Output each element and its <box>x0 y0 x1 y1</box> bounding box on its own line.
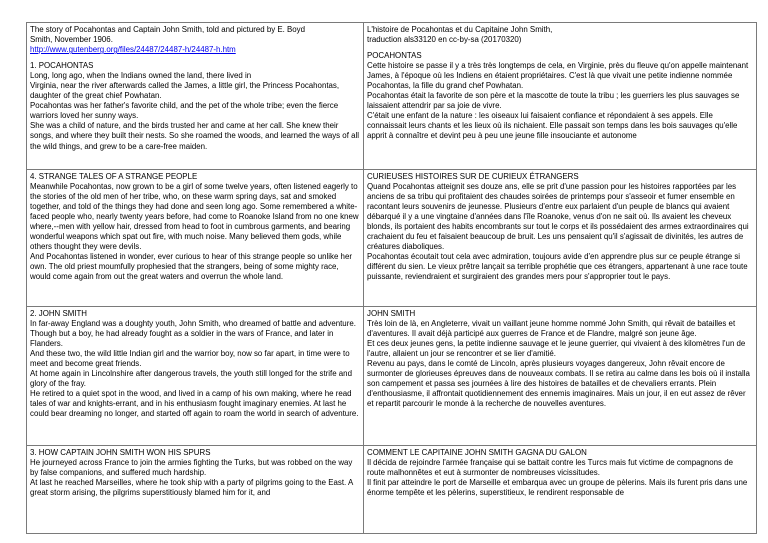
paragraph: Pocahontas était la favorite de son père et la mascotte de toute la tribu ; les guerriers les plus sauvages se laissaient attendrir par sa joie de vivre. <box>367 91 740 111</box>
chapter-heading: COMMENT LE CAPITAINE JOHN SMITH GAGNA DU GALON <box>367 448 587 457</box>
table-row <box>27 307 757 446</box>
paragraph: C'était une enfant de la nature : les oiseaux lui faisaient confiance et répondaient à ses appels. Elle connaissait leurs chants et les lieux où ils nichaient. Elle passait son temps dans les bois sauvages qu'elle apprit à connaître et devint peu à peu une jeune fille insouciante et autonome <box>367 111 738 141</box>
paragraph: Pocahontas écoutait tout cela avec admiration, toujours avide d'en apprendre plus sur ce peuple étrange si différent du sien. Le vieux prêtre lançait sa terrible prophétie que ces étrangers, appartenant à une race toute puissante, reviendraient et surgiraient des grandes mers pour s'approprier tout le pays. <box>367 252 748 282</box>
paragraph: Revenu au pays, dans le comté de Lincoln, après plusieurs voyages dangereux, John rêvait encore de surmonter de glorieuses épreuves dans de nouveaux combats. Il se retira au calme dans les bois où il installa son campement et passa ses journées à lire des histoires de batailles et de chevaliers errants. Plein d'enthousiasme, il affrontait quotidiennement des ennemis imaginaires. Mais un jour, il en eut assez de rêver et repartit parcourir le monde à la recherche de nouvelles aventures. <box>367 359 750 409</box>
paragraph: In far-away England was a doughty youth, John Smith, who dreamed of battle and adventure. Though but a boy, he had already fought as a soldier in the wars of France, and later in Flanders. <box>30 319 356 349</box>
french-cell-pocahontas <box>364 23 757 170</box>
french-cell-spurs <box>364 446 757 534</box>
paragraph: Long, long ago, when the Indians owned the land, there lived in <box>30 71 252 81</box>
translation-credit: traduction als33120 en cc-by-sa (20170320) <box>367 35 522 45</box>
chapter-heading: 1. POCAHONTAS <box>30 61 94 71</box>
paragraph: Et ces deux jeunes gens, la petite indienne sauvage et le jeune guerrier, qui vivaient à des kilomètres l'un de l'autre, allaient un jour se rencontrer et se lier d'amitié. <box>367 339 746 359</box>
paragraph: At last he reached Marseilles, where he took ship with a party of pilgrims going to the East. A great storm arising, the pilgrims superstitiously blamed him for it, and <box>30 478 353 498</box>
chapter-heading: POCAHONTAS <box>367 51 422 61</box>
english-cell-pocahontas <box>27 23 364 170</box>
paragraph: At home again in Lincolnshire after dangerous travels, the youth still longed for the strife and glory of the fray. <box>30 369 352 389</box>
english-cell-spurs <box>27 446 364 534</box>
chapter-heading: JOHN SMITH <box>367 309 416 318</box>
source-date: Smith, November 1906. <box>30 35 113 45</box>
french-cell-john-smith <box>364 307 757 446</box>
paragraph: He journeyed across France to join the armies fighting the Turks, but was robbed on the way by false companions, and suffered much hardship. <box>30 458 353 478</box>
paragraph: Il décida de rejoindre l'armée française qui se battait contre les Turcs mais fut victime de compagnons de route malhonnêtes et eut à surmonter de nombreuses vicissitudes. <box>367 458 733 478</box>
paragraph: He retired to a quiet spot in the wood, and lived in a camp of his own making, where he read tales of war and knights-errant, and in his enthusiasm fought imaginary enemies. At last he could bear dreaming no longer, and started off again to roam the world in search of adventure. <box>30 389 359 419</box>
chapter-heading: CURIEUSES HISTOIRES SUR DE CURIEUX ÉTRANGERS <box>367 172 579 181</box>
bilingual-table <box>26 22 757 534</box>
gutenberg-link[interactable]: http://www.gutenberg.org/files/24487/24487-h/24487-h.htm <box>30 45 236 55</box>
translation-title: L'histoire de Pocahontas et du Capitaine John Smith, <box>367 25 553 34</box>
table-row <box>27 23 757 170</box>
paragraph: Cette histoire se passe il y a très très longtemps de cela, en Virginie, près du fleuve qu'on appelle maintenant James, à l'époque où les Indiens en étaient propriétaires. C'est là que vivait une petite indienne nommée Pocahontas, la fille du grand chef Powhatan. <box>367 61 749 91</box>
document-page <box>26 22 750 536</box>
paragraph: Quand Pocahontas atteignit ses douze ans, elle se prit d'une passion pour les histoires rapportées par les anciens de sa tribu qui profitaient des chaudes soirées de printemps pour s'asseoir et fumer ensemble en racontant leurs souvenirs de jeunesse. Plusieurs d'entre eux parlaient d'un peuple de blancs qui avaient débarqué il y a une vingtaine d'années dans l'île Roanoke, venus d'on ne sait où. Ils avaient les cheveux blonds, ils portaient des habits encombrants sur tout le corps et ils possédaient des armes extraordinaires qui crachaient du feu et faisaient beaucoup de bruit. Les uns pensaient qu'il s'agissait de divinités, les autres de créatures diaboliques. <box>367 182 749 252</box>
chapter-heading: 2. JOHN SMITH <box>30 309 87 318</box>
chapter-heading: 4. STRANGE TALES OF A STRANGE PEOPLE <box>30 172 198 181</box>
french-cell-strange-tales <box>364 170 757 307</box>
paragraph: Virginia, near the river afterwards called the James, a little girl, the Princess Pocahontas, daughter of the great chief Powhatan. <box>30 81 340 101</box>
table-row <box>27 170 757 307</box>
paragraph: Pocahontas was her father's favorite child, and the pet of the whole tribe; even the fierce warriors loved her sunny ways. <box>30 101 339 121</box>
paragraph: She was a child of nature, and the birds trusted her and came at her call. She knew their songs, and where they built their nests. So she roamed the woods, and learned the ways of all the wild things, and grew to be a care-free maiden. <box>30 121 359 151</box>
paragraph: And these two, the wild little Indian girl and the warrior boy, now so far apart, in time were to meet and become great friends. <box>30 349 350 369</box>
table-row <box>27 446 757 534</box>
english-cell-john-smith <box>27 307 364 446</box>
paragraph: And Pocahontas listened in wonder, ever curious to hear of this strange people so unlike her own. The old priest moumfully prophesied that the strangers, being of some mighty race, would come again from out the great waters and overrun the whole land. <box>30 252 352 282</box>
paragraph: Il finit par atteindre le port de Marseille et embarqua avec un groupe de pèlerins. Mais ils furent pris dans une énorme tempête et les pèlerins, superstitieux, le rendirent responsable de <box>367 478 748 498</box>
source-title: The story of Pocahontas and Captain John Smith, told and pictured by E. Boyd <box>30 25 306 34</box>
paragraph: Très loin de là, en Angleterre, vivait un vaillant jeune homme nommé John Smith, qui rêvait de batailles et d'aventures. Il avait déjà participé aux guerres de France et de Flandre, malgré son jeune âge. <box>367 319 736 339</box>
english-cell-strange-tales <box>27 170 364 307</box>
chapter-heading: 3. HOW CAPTAIN JOHN SMITH WON HIS SPURS <box>30 448 211 457</box>
paragraph: Meanwhile Pocahontas, now grown to be a girl of some twelve years, often listened eagerly to the stories of the old men of her tribe, who, on these warm spring days, sat and smoked together, and told of the things they had done and seen long ago. Some remembered a white-faced people who, nearly twenty years before, had come to Roanoke Island from no one knew where,--men with yellow hair, dressed from head to foot in cumbrous garments, and bearing wonderful weapons which spat out fire, with much noise. Many believed them gods, while others thought they were devils. <box>30 182 359 252</box>
